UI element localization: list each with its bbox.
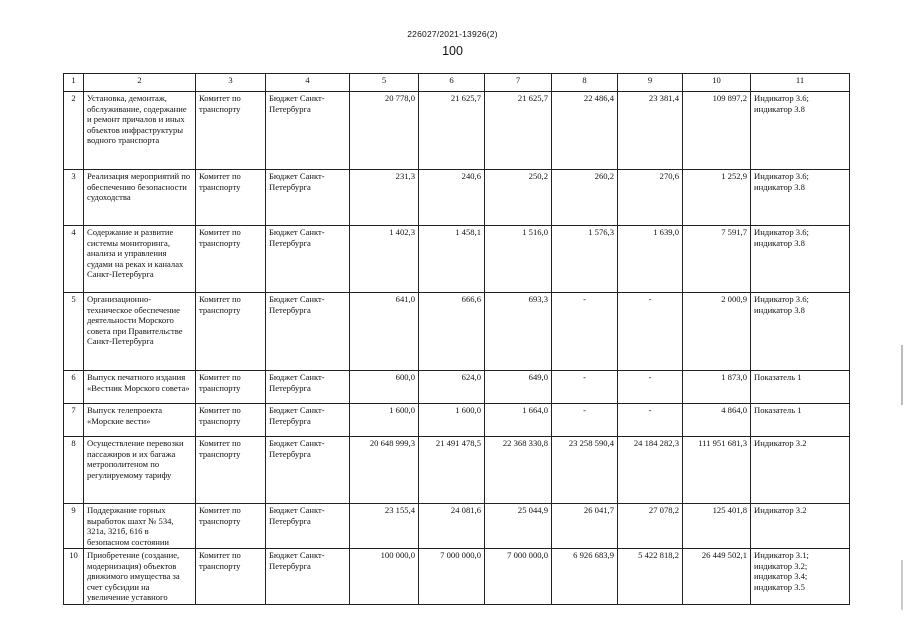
value-cell: 22 368 330,8 [485,437,552,504]
document-id: 226027/2021-13926(2) [407,29,498,39]
value-cell: 1 639,0 [618,226,683,293]
value-cell: 624,0 [419,371,485,404]
funding-source: Бюджет Санкт-Петербурга [266,437,350,504]
row-number: 6 [64,371,84,404]
executor: Комитет по транспорту [196,371,266,404]
table-row [64,170,850,226]
row-number: 5 [64,293,84,371]
page-number: 100 [442,44,463,58]
scan-edge-mark [901,560,903,610]
measure-name: Организационно-техническое обеспечение деятельности Морского совета при Правительстве Санкт-Петербурга [84,293,196,371]
row-number: 9 [64,504,84,549]
executor: Комитет по транспорту [196,404,266,437]
measure-name: Реализация мероприятий по обеспечению безопасности судоходства [84,170,196,226]
value-cell: 641,0 [350,293,419,371]
table-row [64,549,850,605]
value-cell: 1 600,0 [419,404,485,437]
value-cell: 260,2 [552,170,618,226]
value-cell: 21 625,7 [485,92,552,170]
column-header: 5 [350,74,419,92]
column-header: 2 [84,74,196,92]
measure-name: Выпуск печатного издания «Вестник Морского совета» [84,371,196,404]
measure-name: Осуществление перевозки пассажиров и их багажа метрополитеном по регулируемому тарифу [84,437,196,504]
indicator-cell: Индикатор 3.1; индикатор 3.2; индикатор 3.4; индикатор 3.5 [751,549,850,605]
value-cell: 600,0 [350,371,419,404]
indicator-cell: Индикатор 3.6; индикатор 3.8 [751,293,850,371]
row-number: 2 [64,92,84,170]
funding-source: Бюджет Санкт-Петербурга [266,170,350,226]
table-row [64,293,850,371]
column-header: 1 [64,74,84,92]
value-cell: 1 576,3 [552,226,618,293]
budget-table [63,73,850,605]
total-cell: 2 000,9 [683,293,751,371]
value-cell: 649,0 [485,371,552,404]
value-cell: 20 648 999,3 [350,437,419,504]
value-cell: 21 491 478,5 [419,437,485,504]
column-header: 7 [485,74,552,92]
column-header: 9 [618,74,683,92]
value-cell: 1 516,0 [485,226,552,293]
executor: Комитет по транспорту [196,226,266,293]
value-cell: 240,6 [419,170,485,226]
value-cell: 7 000 000,0 [419,549,485,605]
value-cell: 1 664,0 [485,404,552,437]
total-cell: 1 873,0 [683,371,751,404]
value-cell: 25 044,9 [485,504,552,549]
executor: Комитет по транспорту [196,504,266,549]
value-cell: 27 078,2 [618,504,683,549]
value-cell: 1 458,1 [419,226,485,293]
value-cell: 23 258 590,4 [552,437,618,504]
column-header: 10 [683,74,751,92]
funding-source: Бюджет Санкт-Петербурга [266,404,350,437]
indicator-cell: Показатель 1 [751,371,850,404]
total-cell: 4 864,0 [683,404,751,437]
value-cell: 100 000,0 [350,549,419,605]
value-cell: 23 381,4 [618,92,683,170]
row-number: 8 [64,437,84,504]
executor: Комитет по транспорту [196,170,266,226]
column-header: 3 [196,74,266,92]
scan-edge-mark [901,345,903,405]
table-row [64,92,850,170]
total-cell: 1 252,9 [683,170,751,226]
value-cell: - [618,404,683,437]
value-cell: 231,3 [350,170,419,226]
value-cell: 22 486,4 [552,92,618,170]
executor: Комитет по транспорту [196,293,266,371]
total-cell: 7 591,7 [683,226,751,293]
value-cell: 24 081,6 [419,504,485,549]
funding-source: Бюджет Санкт-Петербурга [266,92,350,170]
funding-source: Бюджет Санкт-Петербурга [266,293,350,371]
value-cell: 693,3 [485,293,552,371]
row-number: 4 [64,226,84,293]
column-header: 8 [552,74,618,92]
value-cell: 20 778,0 [350,92,419,170]
value-cell: - [618,293,683,371]
total-cell: 26 449 502,1 [683,549,751,605]
value-cell: - [552,371,618,404]
row-number: 10 [64,549,84,605]
measure-name: Выпуск телепроекта «Морские вести» [84,404,196,437]
indicator-cell: Показатель 1 [751,404,850,437]
table-row [64,404,850,437]
column-header: 6 [419,74,485,92]
table-row [64,226,850,293]
value-cell: 270,6 [618,170,683,226]
value-cell: - [552,404,618,437]
row-number: 7 [64,404,84,437]
indicator-cell: Индикатор 3.6; индикатор 3.8 [751,170,850,226]
funding-source: Бюджет Санкт-Петербурга [266,504,350,549]
value-cell: 24 184 282,3 [618,437,683,504]
value-cell: 1 402,3 [350,226,419,293]
total-cell: 125 401,8 [683,504,751,549]
value-cell: - [552,293,618,371]
column-header: 4 [266,74,350,92]
executor: Комитет по транспорту [196,92,266,170]
measure-name: Приобретение (создание, модернизация) объектов движимого имущества за счет субсидии на увеличение уставного [84,549,196,605]
row-number: 3 [64,170,84,226]
value-cell: - [618,371,683,404]
table-row [64,437,850,504]
funding-source: Бюджет Санкт-Петербурга [266,371,350,404]
value-cell: 7 000 000,0 [485,549,552,605]
executor: Комитет по транспорту [196,549,266,605]
value-cell: 666,6 [419,293,485,371]
funding-source: Бюджет Санкт-Петербурга [266,549,350,605]
measure-name: Содержание и развитие системы мониторинга, анализа и управления судами на реках и каналах Санкт-Петербурга [84,226,196,293]
value-cell: 1 600,0 [350,404,419,437]
value-cell: 5 422 818,2 [618,549,683,605]
indicator-cell: Индикатор 3.2 [751,504,850,549]
measure-name: Поддержание горных выработок шахт № 534, 321а, 321б, 616 в безопасном состоянии [84,504,196,549]
measure-name: Установка, демонтаж, обслуживание, содержание и ремонт причалов и иных объектов инфраструктуры водного транспорта [84,92,196,170]
table-row [64,504,850,549]
total-cell: 111 951 681,3 [683,437,751,504]
table-header-row [64,74,850,92]
column-header: 11 [751,74,850,92]
total-cell: 109 897,2 [683,92,751,170]
value-cell: 250,2 [485,170,552,226]
executor: Комитет по транспорту [196,437,266,504]
indicator-cell: Индикатор 3.6; индикатор 3.8 [751,92,850,170]
value-cell: 23 155,4 [350,504,419,549]
indicator-cell: Индикатор 3.2 [751,437,850,504]
value-cell: 26 041,7 [552,504,618,549]
table-row [64,371,850,404]
funding-source: Бюджет Санкт-Петербурга [266,226,350,293]
value-cell: 21 625,7 [419,92,485,170]
indicator-cell: Индикатор 3.6; индикатор 3.8 [751,226,850,293]
value-cell: 6 926 683,9 [552,549,618,605]
